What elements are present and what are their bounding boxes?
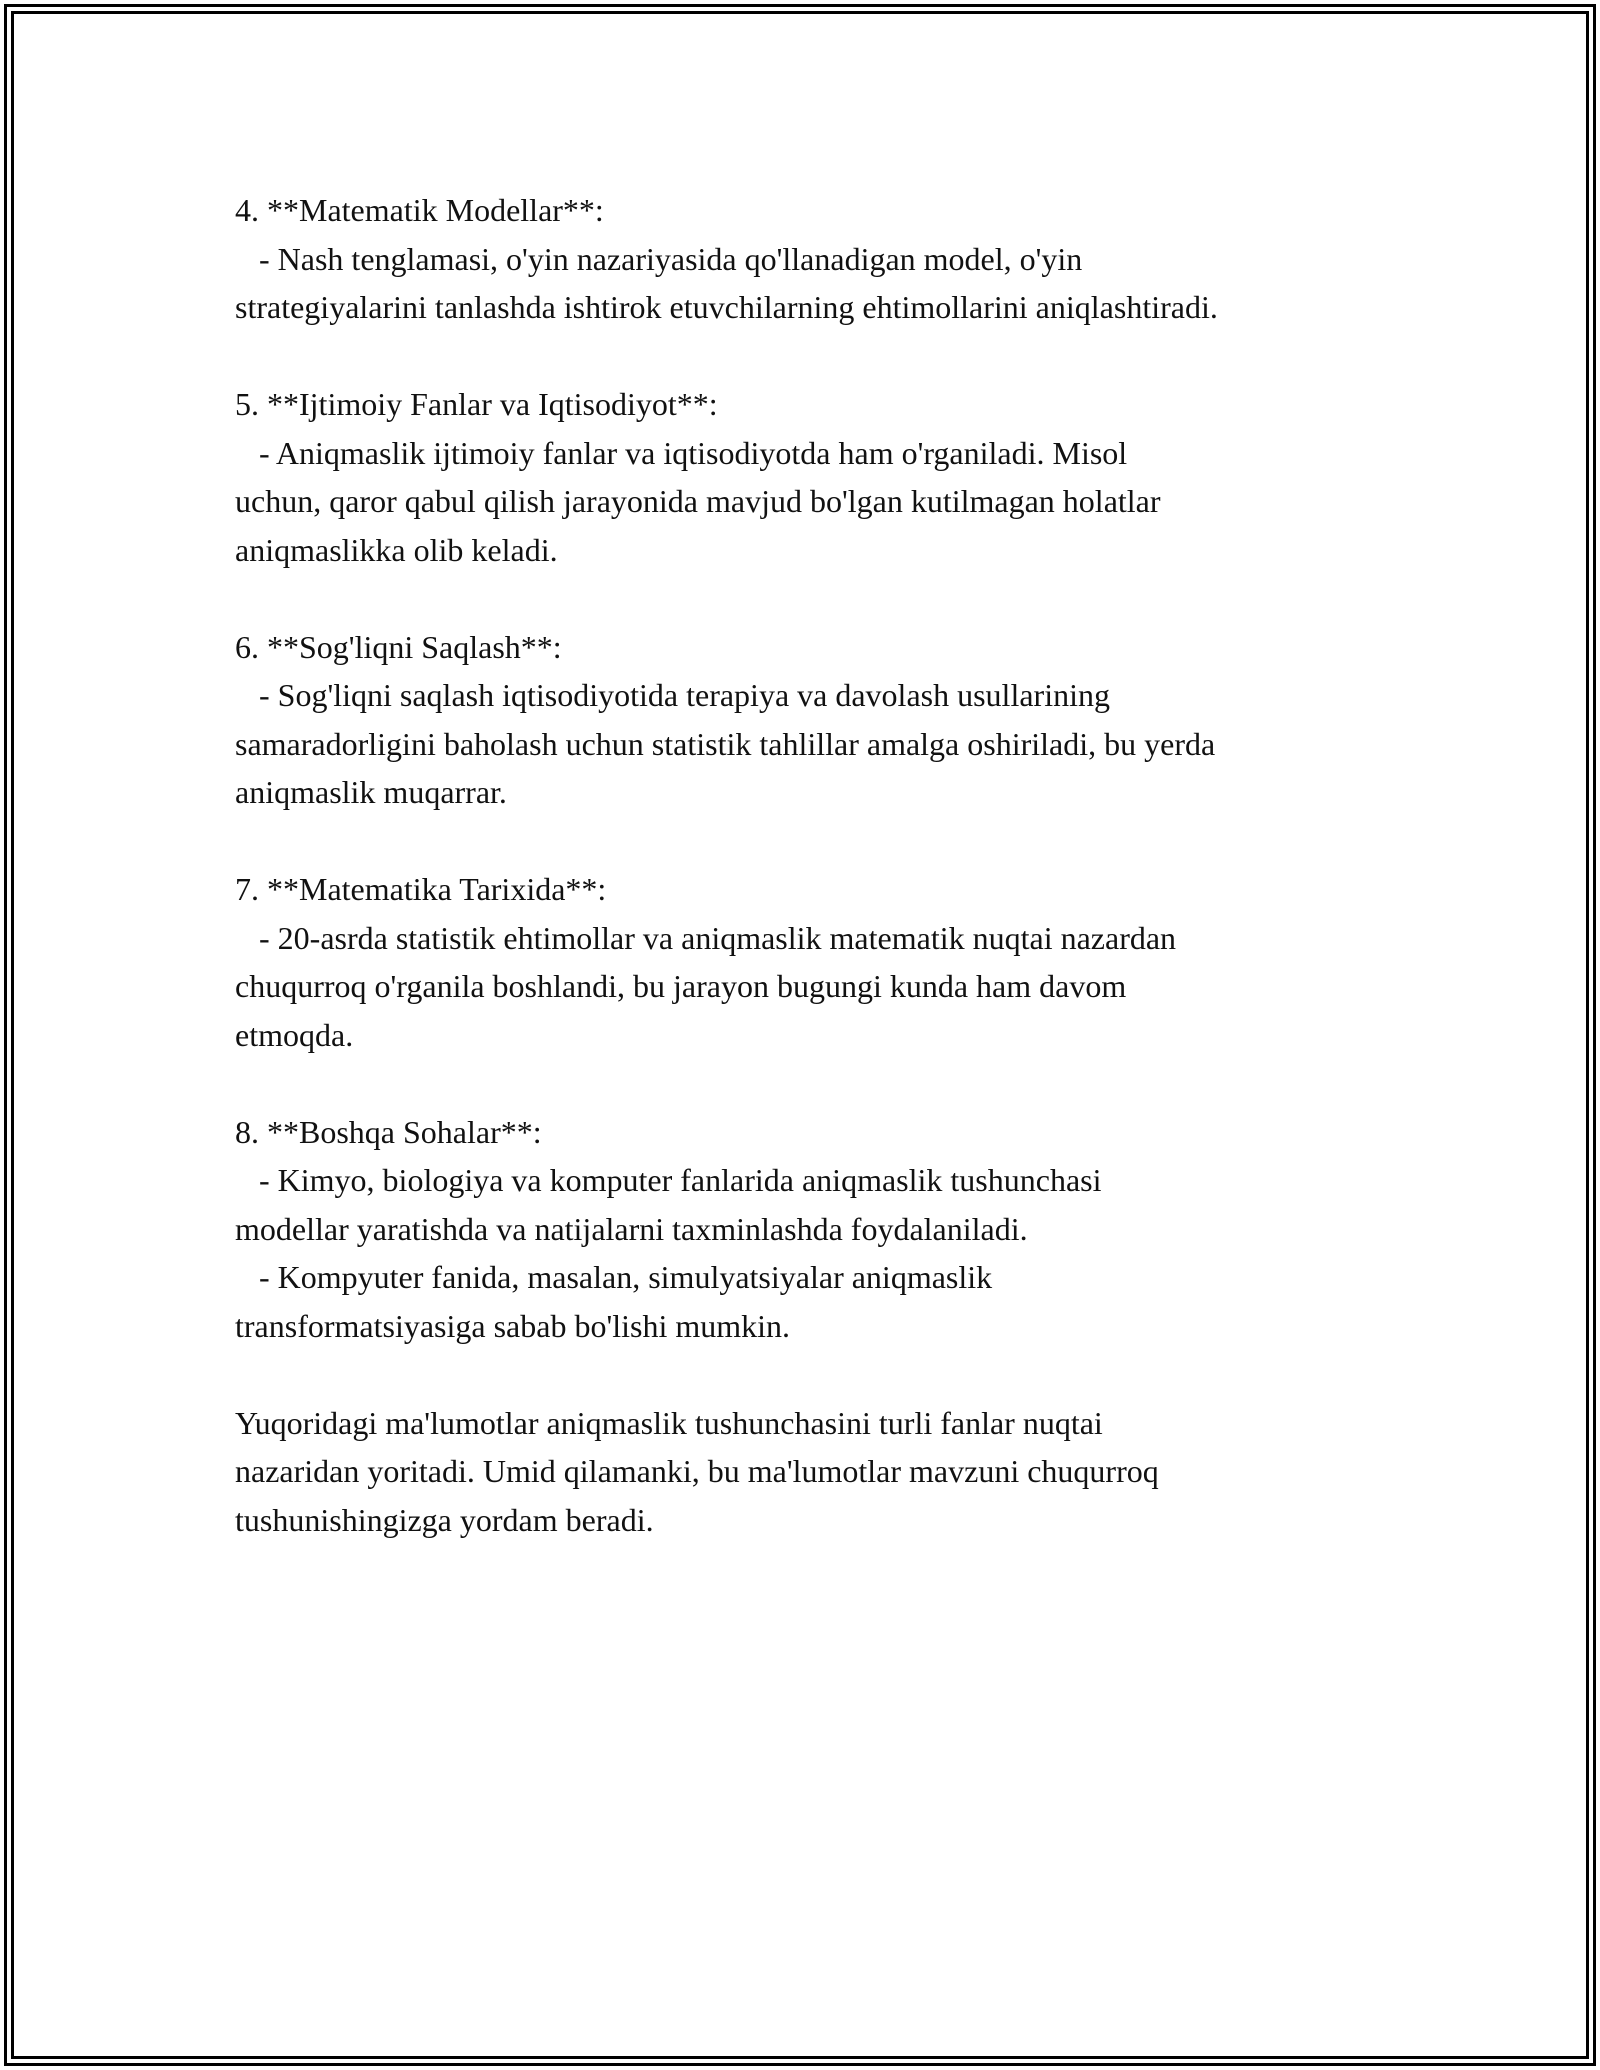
paragraph-line: - Kompyuter fanida, masalan, simulyatsiyalar aniqmaslik <box>235 1259 993 1295</box>
paragraph-line: modellar yaratishda va natijalarni taxminlashda foydalaniladi. <box>235 1210 1028 1247</box>
section-matematika-tarixida <box>235 865 1395 1059</box>
paragraph-line: - Kimyo, biologiya va komputer fanlarida aniqmaslik tushunchasi <box>235 1162 1102 1198</box>
paragraph-line: strategiyalarini tanlashda ishtirok etuvchilarning ehtimollarini aniqlashtiradi. <box>235 289 1218 325</box>
paragraph-line: transformatsiyasiga sabab bo'lishi mumkin. <box>235 1307 791 1344</box>
section-conclusion <box>235 1399 1395 1545</box>
paragraph-line: - Nash tenglamasi, o'yin nazariyasida qo'llanadigan model, o'yin <box>235 240 1083 277</box>
paragraph-line: etmoqda. <box>235 1016 354 1053</box>
paragraph-line: aniqmaslikka olib keladi. <box>235 531 558 568</box>
paragraph-line: nazaridan yoritadi. Umid qilamanki, bu ma'lumotlar mavzuni chuqurroq <box>235 1453 1159 1489</box>
paragraph-line: chuqurroq o'rganila boshlandi, bu jarayon bugungi kunda ham davom <box>235 968 1127 1004</box>
section-matematik-modellar <box>235 186 1395 332</box>
section-heading: 4. **Matematik Modellar**: <box>235 192 604 228</box>
paragraph-line: samaradorligini baholash uchun statistik tahlillar amalga oshiriladi, bu yerda <box>235 725 1216 762</box>
document-body <box>235 186 1395 1593</box>
section-heading: 8. **Boshqa Sohalar**: <box>235 1113 542 1150</box>
section-heading: 7. **Matematika Tarixida**: <box>235 871 607 907</box>
section-sogliqni-saqlash <box>235 623 1395 817</box>
paragraph-line: uchun, qaror qabul qilish jarayonida mavjud bo'lgan kutilmagan holatlar <box>235 483 1161 519</box>
section-heading: 6. **Sog'liqni Saqlash**: <box>235 628 562 665</box>
paragraph-line: tushunishingizga yordam beradi. <box>235 1501 654 1538</box>
paragraph-line: - Sog'liqni saqlash iqtisodiyotida terapiya va davolash usullarining <box>235 677 1110 713</box>
paragraph-line: - 20-asrda statistik ehtimollar va aniqmaslik matematik nuqtai nazardan <box>235 919 1177 956</box>
paragraph-line: aniqmaslik muqarrar. <box>235 774 507 810</box>
section-ijtimoiy-fanlar <box>235 380 1395 574</box>
paragraph-line: Yuqoridagi ma'lumotlar aniqmaslik tushunchasini turli fanlar nuqtai <box>235 1404 1103 1441</box>
paragraph-line: - Aniqmaslik ijtimoiy fanlar va iqtisodiyotda ham o'rganiladi. Misol <box>235 434 1128 471</box>
section-boshqa-sohalar <box>235 1108 1395 1351</box>
section-heading: 5. **Ijtimoiy Fanlar va Iqtisodiyot**: <box>235 386 718 422</box>
